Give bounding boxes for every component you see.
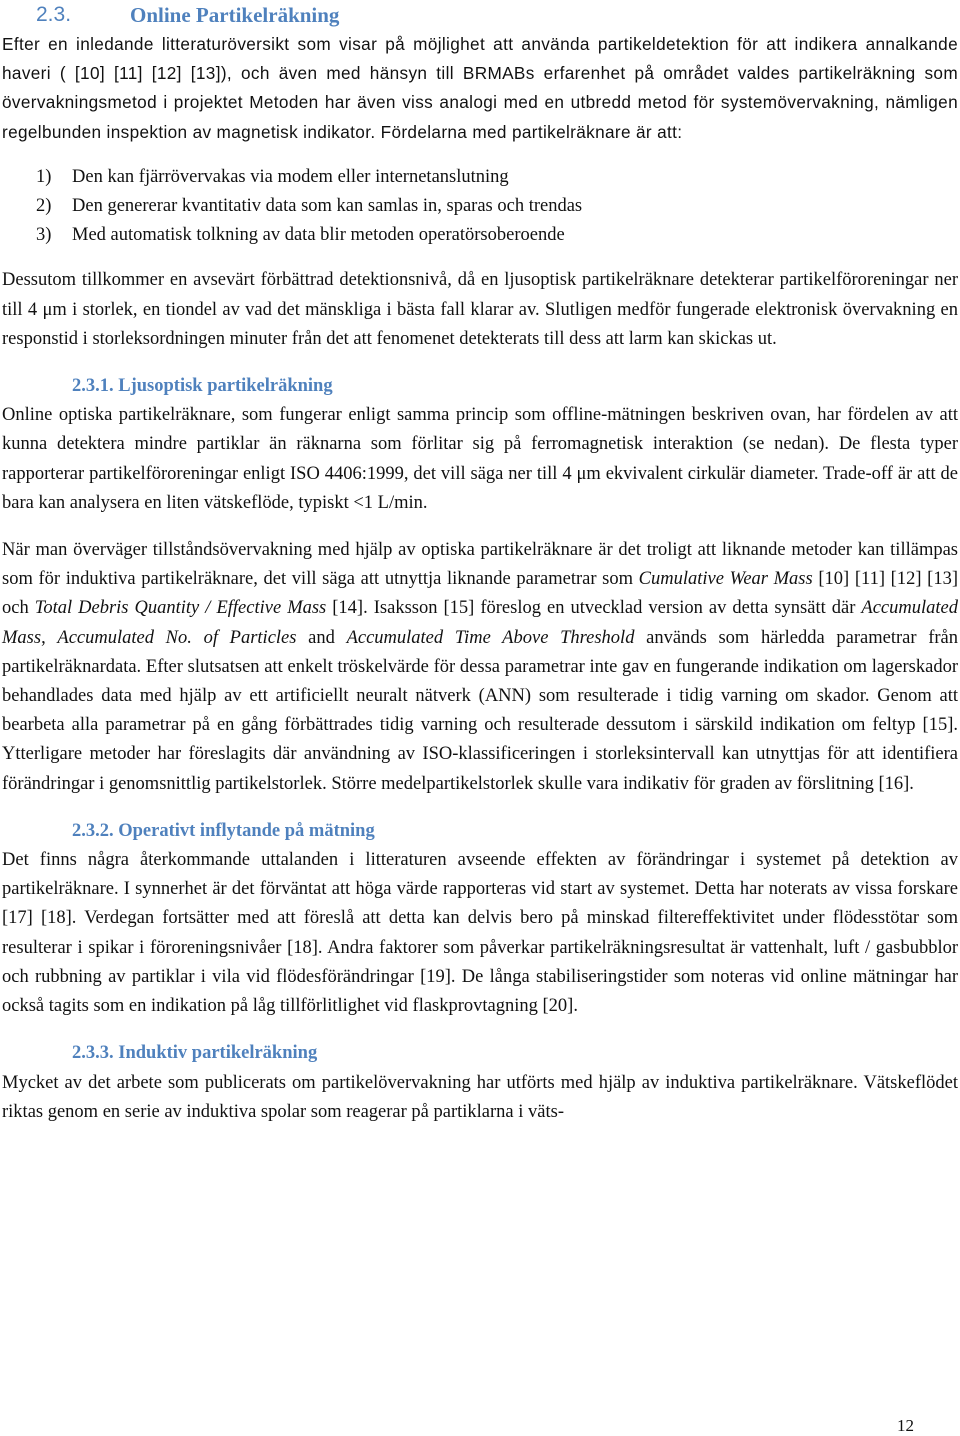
subsection-heading-2-3-3: 2.3.3. Induktiv partikelräkning bbox=[72, 1043, 318, 1064]
italic-term: Cumulative Wear Mass bbox=[638, 569, 813, 590]
subsection-heading-2-3-2: 2.3.2. Operativt inflytande på mätning bbox=[72, 820, 375, 841]
sub2-paragraph-1: Det finns några återkommande uttalanden i litteraturen avseende effekten av förändringar i systemet på detektion av partikelräknare. I synnerhet är det förväntat att höga värde rapporteras vid start av systemet. Detta har noterats av vissa forskare [17] [18]. Verdegan fortsätter med att föreslå att detta kan delvis bero på minskad filtereffektivitet under flödesstötar som resulterar i spikar i föroreningsnivåer [18]. Andra faktorer som påverkar partikelräkningsresultat är vattenhalt, luft / gasbubblor och rubbning av partiklar i vila vid flödesförändringar [19]. De långa stabiliseringstider som noteras vid online mätningar har också tagits som en indikation på låg tillförlitlighet vid flaskprovtagning [20]. bbox=[2, 850, 958, 1017]
list-item bbox=[2, 192, 958, 221]
intro-paragraph-2: Dessutom tillkommer en avsevärt förbättrad detektionsnivå, då en ljusoptisk partikelräknare detekterar partikelföroreningar ner till 4 μm i storlek, en tiondel av vad det mänskliga i bästa fall klarar av. Slutligen medför fungerade elektronisk övervakning en responstid i storleksordningen minuter från det att fenomenet detekterats till dess att larm kan skickas ut. bbox=[2, 270, 958, 349]
list-item-text: Den genererar kvantitativ data som kan samlas in, sparas och trendas bbox=[72, 196, 583, 217]
text-run: När man överväger tillståndsövervakning med hjälp av optiska partikelräknare är det troligt att liknande metoder kan tillämpas som för induktiva partikelräknare, det vill säga att utnyttja liknande parametrar som bbox=[2, 540, 958, 590]
intro-paragraph bbox=[2, 30, 958, 147]
sub1-paragraph-2 bbox=[2, 536, 958, 799]
intro-paragraph-text: Efter en inledande litteraturöversikt som visar på möjlighet att använda partikeldetektion för att indikera annalkande haveri ( [10] [11] [12] [13]), och även med hänsyn till BRMABs erfarenhet på området valdes partikelräkning som övervakningsmetod i projektet Metoden har även viss analogi med en utbredd metod för systemövervakning, nämligen regelbunden inspektion av magnetisk indikator. bbox=[2, 34, 958, 142]
list-marker: 2) bbox=[36, 196, 52, 217]
section-title: Online Partikelräkning bbox=[130, 3, 340, 27]
text-run: används som härledda parametrar från partikelräknardata. Efter slutsatsen att enkelt tröskelvärde för dessa parametrar inte gav en fungerande indikation om lagerskador behandlades data med hjälp av ett artificiellt neuralt nätverk (ANN) som resulterade i tidig varning om skador. Genom att bearbeta alla parametrar på en gång förbättrades tidig varning och resulterade dessutom i särskild indikation om feltyp [15]. Ytterligare metoder har föreslagits där användning av ISO-klassificeringen i storleksintervall kan utnyttjas för att identifiera förändringar i genomsnittlig partikelstorlek. Större medelpartikelstorlek skulle vara indikativ för graden av förslitning [16]. bbox=[2, 627, 958, 794]
italic-term: Accumulated Time Above Threshold bbox=[346, 627, 635, 648]
list-marker: 1) bbox=[36, 166, 52, 187]
sub1-paragraph-1: Online optiska partikelräknare, som fungerar enligt samma princip som offline-mätningen beskriven ovan, har fördelen av att kunna detektera mindre partiklar än räknarna som förlitar sig på ferromagnetisk interaktion (se nedan). De flesta typer rapporterar partikelföroreningar enligt ISO 4406:1999, det vill säga ner till 4 μm ekvivalent cirkulär diameter. Trade-off är att de bara kan analysera en liten vätskeflöde, typiskt <1 L/min. bbox=[2, 405, 958, 513]
text-run: [14]. Isaksson [15] föreslog en utvecklad version av detta synsätt där bbox=[326, 598, 862, 619]
list-marker: 3) bbox=[36, 225, 52, 246]
text-run: , bbox=[41, 627, 58, 648]
page-number: 12 bbox=[897, 1416, 914, 1435]
subsection-heading-2-3-1: 2.3.1. Ljusoptisk partikelräkning bbox=[72, 376, 333, 397]
list-item bbox=[2, 163, 958, 192]
text-run: and bbox=[296, 627, 347, 648]
italic-term: Accumulated Mass bbox=[2, 598, 958, 648]
list-item bbox=[2, 221, 958, 250]
italic-term: Accumulated No. of Particles bbox=[57, 627, 297, 648]
text-run: [10] [11] [12] [13] och bbox=[2, 569, 958, 619]
intro-lead-text: Fördelarna med partikelräknare är att: bbox=[380, 121, 683, 142]
section-number: 2.3. bbox=[36, 3, 72, 26]
italic-term: Total Debris Quantity / Effective Mass bbox=[34, 598, 327, 619]
list-item-text: Med automatisk tolkning av data blir metoden operatörsoberoende bbox=[72, 225, 565, 246]
list-item-text: Den kan fjärrövervakas via modem eller internetanslutning bbox=[72, 166, 509, 187]
sub3-paragraph-1: Mycket av det arbete som publicerats om partikelövervakning har utförts med hjälp av induktiva partikelräknare. Vätskeflödet riktas genom en serie av induktiva spolar som reagerar på partiklarna i väts- bbox=[2, 1072, 958, 1122]
advantages-list bbox=[2, 163, 958, 251]
section-heading bbox=[2, 0, 958, 30]
document-page bbox=[2, 0, 958, 1127]
